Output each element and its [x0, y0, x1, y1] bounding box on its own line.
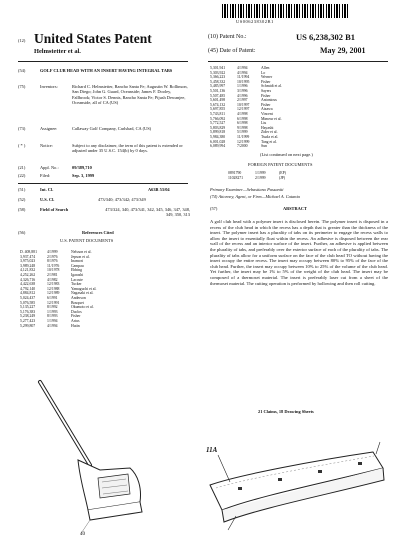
reference-number: 3,937,474: [20, 254, 36, 259]
reference-name: Fisher: [71, 314, 81, 319]
reference-number: 5,303,922: [210, 70, 226, 75]
reference-number: 5,984,380: [210, 134, 226, 139]
refs-label: References Cited: [82, 230, 114, 235]
reference-name: Artus: [71, 318, 80, 323]
abstract-title: ABSTRACT: [283, 206, 307, 211]
reference-name: Duclos: [71, 309, 82, 314]
reference-number: 5,772,527: [210, 121, 226, 126]
assignee-code: (73): [18, 126, 26, 131]
reference-name: Bouquet: [71, 300, 84, 305]
field-value: 473/324, 340, 473/341, 342, 345, 346, 347, 348, 349, 350, 313: [105, 207, 190, 218]
reference-number: 5,743,811: [210, 111, 226, 116]
reference-name: Inamori: [71, 259, 84, 264]
reference-date: 12/1988: [47, 286, 60, 291]
reference-date: 1/1993: [47, 309, 58, 314]
intcl-code: (51): [18, 187, 26, 192]
reference-date: 9/1998: [237, 125, 248, 130]
reference-name: Fisher: [261, 93, 271, 98]
abstract-code: (57): [210, 206, 218, 211]
filed-label: Filed:: [40, 173, 51, 178]
notice-text: Subject to any disclaimer, the term of this patent is extended or adjusted under 35 U.S.C. 154(b) by 0 days.: [72, 143, 183, 154]
reference-name: Sayers: [261, 88, 272, 93]
reference-date: 12/1997: [237, 107, 250, 112]
refs-sub: U.S. PATENT DOCUMENTS: [60, 238, 114, 243]
refs-code: (56): [18, 230, 26, 235]
reference-name: Fisher: [261, 79, 271, 84]
reference-name: Liu: [261, 121, 267, 126]
reference-row: [228, 176, 378, 181]
reference-date: 11/1994: [237, 75, 250, 80]
reference-name: Antonious: [261, 98, 277, 103]
reference-number: 6,089,994: [210, 144, 226, 149]
reference-name: Nelsson et al.: [71, 250, 92, 254]
patent-date: May 29, 2001: [320, 46, 366, 55]
reference-date: 6/1998: [237, 121, 248, 126]
svg-text:40: 40: [80, 532, 85, 537]
reference-number: 5,697,855: [210, 107, 226, 112]
uscl-label: U.S. Cl.: [40, 197, 55, 202]
assignee-text: Callaway Golf Company, Carlsbad, CA (US): [72, 126, 152, 131]
reference-number: 5,238,249: [20, 314, 36, 319]
reference-date: 10/1978: [47, 268, 60, 273]
inventors-text: Richard C. Helmstetter, Rancho Santa Fe; Augustin W. Rollinson, San Diego; John G. Guard, Oceanside; James F. Dooley, Fallbrook; Victor S. Dennis, Rancho Santa Fe; Pijush Dewanjee, Oceanside, all of CA (US): [72, 84, 188, 106]
notice-code: ( * ): [18, 143, 26, 148]
intcl-value: A63B 53/04: [148, 187, 170, 192]
barcode-number: US006238302B1: [236, 19, 274, 24]
reference-date: 4/1999: [47, 250, 58, 254]
patent-no-label: (10) Patent No.:: [208, 34, 247, 40]
reference-number: 5,301,941: [210, 66, 226, 70]
reference-date: 2/1976: [47, 254, 58, 259]
reference-date: 1/1996: [237, 84, 248, 89]
reference-name: Ebbing: [71, 268, 82, 273]
reference-date: 4/1982: [47, 277, 58, 282]
reference-number: 5,277,423: [20, 318, 36, 323]
reference-row: [20, 324, 180, 329]
intcl-label: Int. Cl.: [40, 187, 54, 192]
reference-name: Anderson: [71, 295, 86, 300]
reference-date: 8/1992: [47, 305, 58, 310]
doc-code-12: (12): [18, 38, 26, 43]
reference-name: Yamaguchi et al.: [71, 286, 97, 291]
inventors-label: Inventors:: [40, 84, 58, 89]
reference-date: 4/1994: [237, 70, 248, 75]
reference-number: 5,501,136: [210, 88, 226, 93]
primary-examiner: Primary Examiner—Sebastiano Passaniti: [210, 187, 284, 192]
header-rule-right: [208, 61, 388, 62]
putter-drawing: [30, 370, 170, 550]
reference-number: 5,458,332: [210, 79, 226, 84]
foreign-reference-list: [228, 171, 378, 180]
reference-date: 12/1991: [47, 300, 60, 305]
reference-row: [210, 144, 380, 149]
reference-name: Jepson et al.: [71, 254, 90, 259]
barcode: [222, 4, 350, 18]
reference-number: 5,176,383: [20, 309, 36, 314]
reference-date: 2/1999: [255, 175, 266, 180]
inventors-code: (75): [18, 84, 26, 89]
date-label: (45) Date of Patent:: [208, 48, 256, 54]
reference-date: 10/1995: [237, 79, 250, 84]
reference-date: 8/1993: [47, 314, 58, 319]
reference-number: 5,803,829: [210, 125, 226, 130]
patent-number: US 6,238,302 B1: [296, 32, 356, 42]
reference-date: 1/1994: [47, 318, 58, 323]
reference-date: 4/1994: [237, 66, 248, 70]
left-rule-1: [18, 183, 188, 184]
inventors-short: Helmstetter et al.: [34, 48, 81, 55]
reference-number: 4,884,812: [20, 291, 36, 296]
reference-name: Mimeur et al.: [261, 116, 282, 121]
reference-number: 4,121,832: [20, 268, 36, 273]
reference-date: 12/1999: [237, 139, 250, 144]
reference-name: Fisher: [261, 102, 271, 107]
reference-number: 5,485,997: [210, 84, 226, 89]
reference-date: 2/1981: [47, 272, 58, 277]
reference-date: 8/1976: [47, 259, 58, 264]
reference-name: (JP): [279, 175, 286, 180]
reference-date: 10/1997: [237, 102, 250, 107]
reference-date: 6/1991: [47, 295, 58, 300]
reference-date: 7/2000: [237, 144, 248, 149]
reference-name: Okumoto et al.: [71, 305, 94, 310]
reference-date: 5/1999: [237, 130, 248, 135]
reference-name: Hutin: [71, 323, 80, 328]
reference-number: 3,975,023: [20, 259, 36, 264]
reference-number: 3,989,248: [20, 263, 36, 268]
foreign-title: FOREIGN PATENT DOCUMENTS: [248, 162, 313, 167]
reference-number: 6,001,028: [210, 139, 226, 144]
reference-date: 6/1998: [237, 116, 248, 121]
reference-date: 4/1994: [47, 323, 58, 328]
reference-name: Schmidt et al.: [261, 84, 282, 89]
field-code: (58): [18, 207, 26, 212]
reference-name: Tang et al.: [261, 139, 277, 144]
abstract-text: A golf club head with a polymer insert is disclosed herein. The polymer insert is disposed in a recess of the club head in which the recess has a depth that is greater than the thickness of the insert. The polymer insert has a plurality of tabs on its perimeter to engage the recess walls to allow the insert to essentially float within the recess. An adhesive is disposed between the rear wall of the recess and an interior surface of the insert. Further, an adhesive is applied between the plurality of tabs, and preferably over the exterior surface of each of the plurality of tabs. The plurality of tabs allow for a uniform surface on the face of the club head TO without having the insert occupy the entire recess. The insert may occupy between 80% to 95% of the face of the club head. Further, the insert may occupy between 10% to 25% of the volume of the club head. Yet further, the insert may be 1% to 5% of the weight of the club head. The insert may be composed of a thermoset material. The insert is preferably laser cut from a sheet of the thermoset material. The cutting operation is performed by hollowing and then roll cutting.: [210, 219, 388, 286]
doc-type-title: United States Patent: [34, 31, 152, 46]
reference-number: 11028271: [228, 175, 244, 180]
refs-continued: (List continued on next page.): [260, 152, 313, 157]
uscl-value: 473/340; 473/342; 473/349: [98, 197, 146, 202]
reference-name: Allen: [261, 66, 270, 70]
reference-date: 12/1989: [47, 291, 60, 296]
field-label: Field of Search: [40, 207, 69, 212]
reference-number: 5,299,807: [20, 323, 36, 328]
reference-name: Aizawa: [261, 107, 273, 112]
claims-count: 21 Claims, 18 Drawing Sheets: [258, 409, 314, 414]
appl-code: (21): [18, 165, 26, 170]
reference-date: 4/1996: [237, 93, 248, 98]
reference-number: 5,366,223: [210, 75, 226, 80]
assignee-label: Assignee:: [40, 126, 58, 131]
reference-date: 11/1999: [237, 134, 250, 139]
reference-number: 5,899,818: [210, 130, 226, 135]
reference-date: 2/1997: [237, 98, 248, 103]
reference-number: 5,674,132: [210, 102, 226, 107]
reference-number: 5,135,227: [20, 305, 36, 310]
header-rule-left: [18, 61, 188, 62]
title-code: (54): [18, 68, 26, 73]
reference-number: 0891790: [228, 171, 242, 175]
reference-number: 5,024,437: [20, 295, 36, 300]
reference-name: Tsuda et al.: [261, 134, 279, 139]
reference-name: Campau: [71, 263, 84, 268]
reference-number: 5,766,092: [210, 116, 226, 121]
uscl-code: (52): [18, 197, 26, 202]
reference-number: 4,422,638: [20, 282, 36, 287]
reference-name: Werner: [261, 75, 273, 80]
reference-date: 11/1976: [47, 263, 60, 268]
reference-name: Zider et al.: [261, 130, 278, 135]
reference-date: 3/1996: [237, 88, 248, 93]
insert-drawing: [198, 430, 398, 540]
reference-name: Lacoste: [71, 277, 83, 282]
left-reference-list: [20, 250, 180, 328]
reference-name: Sun: [261, 144, 267, 149]
appl-label: Appl. No.:: [40, 165, 59, 170]
reference-number: 4,252,262: [20, 272, 36, 277]
patent-title: GOLF CLUB HEAD WITH AN INSERT HAVING INTEGRAL TABS: [40, 68, 173, 73]
reference-number: 5,601,498: [210, 98, 226, 103]
filed-value: Sep. 3, 1999: [72, 173, 95, 178]
reference-number: 5,076,585: [20, 300, 36, 305]
notice-label: Notice:: [40, 143, 53, 148]
filed-code: (22): [18, 173, 26, 178]
reference-name: Tucker: [71, 282, 82, 287]
right-reference-list: [210, 66, 380, 149]
reference-name: Hayashi: [261, 125, 274, 130]
reference-number: 5,507,485: [210, 93, 226, 98]
reference-name: Igarashi: [71, 272, 84, 277]
reference-number: D. 408,881: [20, 250, 37, 254]
reference-date: 4/1998: [237, 111, 248, 116]
appl-value: 09/389,710: [72, 165, 92, 170]
reference-number: 4,792,140: [20, 286, 36, 291]
reference-name: Lo: [261, 70, 266, 75]
reference-name: (EP): [279, 171, 286, 175]
reference-date: 12/1983: [47, 282, 60, 287]
reference-name: Vincent: [261, 111, 273, 116]
attorney: (74) Attorney, Agent, or Firm—Michael A. Catania: [210, 194, 300, 199]
figure-label: 11A: [206, 446, 218, 454]
reference-number: 4,326,716: [20, 277, 36, 282]
reference-date: 1/1999: [255, 171, 266, 175]
reference-name: Nagasaki et al.: [71, 291, 94, 296]
